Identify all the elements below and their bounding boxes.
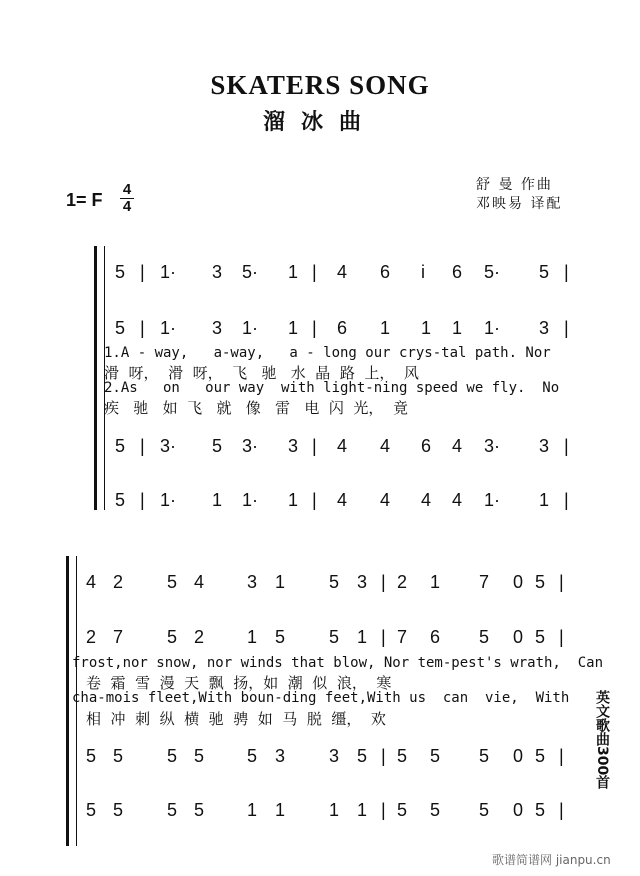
title-chinese: 溜冰曲 — [262, 110, 377, 135]
note: 1 — [288, 318, 299, 338]
note: 5 — [535, 800, 546, 820]
barline: | — [140, 490, 145, 510]
note: 1· — [484, 490, 501, 510]
note: 6 — [421, 436, 432, 456]
barline: | — [564, 436, 569, 456]
note: 5 — [479, 746, 490, 766]
note: 1 — [539, 490, 550, 510]
note: 1· — [484, 318, 501, 338]
translator-credit: 邓映易 译配 — [476, 196, 563, 212]
note: i — [421, 262, 425, 282]
barline: | — [312, 318, 317, 338]
barline: | — [312, 262, 317, 282]
barline: | — [381, 572, 386, 592]
note: 5 — [430, 746, 441, 766]
voice-4-row — [0, 800, 640, 826]
note: 1 — [430, 572, 441, 592]
note: 5 — [357, 746, 368, 766]
note: 4 — [452, 490, 463, 510]
note: 5· — [484, 262, 501, 282]
note: 5 — [535, 572, 546, 592]
note: 5 — [535, 627, 546, 647]
note: 4 — [337, 436, 348, 456]
barline: | — [564, 318, 569, 338]
note: 0 — [513, 572, 524, 592]
note: 3· — [242, 436, 259, 456]
note: 1· — [160, 318, 177, 338]
note: 4 — [194, 572, 205, 592]
voice-1-row — [0, 572, 640, 598]
barline: | — [140, 436, 145, 456]
note: 0 — [513, 746, 524, 766]
note: 1· — [242, 318, 259, 338]
note: 5 — [167, 572, 178, 592]
note: 7 — [397, 627, 408, 647]
note: 1 — [212, 490, 223, 510]
time-signature — [120, 182, 134, 215]
note: 5 — [113, 800, 124, 820]
note: 1 — [247, 800, 258, 820]
note: 2 — [397, 572, 408, 592]
note: 5· — [242, 262, 259, 282]
lyrics-english-verse-2: 2.As on our way with light-ning speed we fly. No — [104, 380, 560, 396]
note: 5 — [86, 746, 97, 766]
note: 5 — [86, 800, 97, 820]
note: 5 — [535, 746, 546, 766]
barline: | — [559, 572, 564, 592]
credits — [476, 176, 562, 214]
barline: | — [559, 627, 564, 647]
note: 1· — [160, 490, 177, 510]
note: 5 — [115, 318, 126, 338]
voice-3-row — [0, 436, 640, 462]
barline: | — [564, 490, 569, 510]
note: 3 — [212, 262, 223, 282]
note: 1 — [421, 318, 432, 338]
barline: | — [381, 746, 386, 766]
note: 1· — [160, 262, 177, 282]
note: 5 — [115, 490, 126, 510]
barline: | — [564, 262, 569, 282]
note: 1 — [247, 627, 258, 647]
note: 1 — [452, 318, 463, 338]
note: 5 — [329, 572, 340, 592]
note: 6 — [452, 262, 463, 282]
lyrics-english-verse-2: cha-mois fleet,With boun-ding feet,With us can vie, With — [72, 690, 570, 706]
note: 2 — [86, 627, 97, 647]
note: 5 — [479, 627, 490, 647]
note: 0 — [513, 627, 524, 647]
note: 1 — [357, 627, 368, 647]
note: 1 — [275, 800, 286, 820]
note: 5 — [194, 746, 205, 766]
note: 3 — [539, 318, 550, 338]
note: 5 — [167, 627, 178, 647]
note: 5 — [247, 746, 258, 766]
note: 7 — [479, 572, 490, 592]
note: 6 — [337, 318, 348, 338]
barline: | — [381, 627, 386, 647]
note: 4 — [337, 262, 348, 282]
note: 3 — [275, 746, 286, 766]
note: 2 — [113, 572, 124, 592]
title-english: SKATERS SONG — [210, 70, 430, 100]
note: 6 — [380, 262, 391, 282]
note: 5 — [430, 800, 441, 820]
key-signature: 1= F — [66, 190, 103, 210]
note: 5 — [539, 262, 550, 282]
barline: | — [140, 262, 145, 282]
barline: | — [381, 800, 386, 820]
note: 0 — [513, 800, 524, 820]
time-sig-top: 4 — [122, 181, 132, 198]
note: 3 — [329, 746, 340, 766]
note: 5 — [167, 746, 178, 766]
note: 3 — [539, 436, 550, 456]
note: 5 — [115, 262, 126, 282]
note: 5 — [275, 627, 286, 647]
note: 1 — [275, 572, 286, 592]
note: 3 — [288, 436, 299, 456]
note: 1· — [242, 490, 259, 510]
barline: | — [312, 436, 317, 456]
barline: | — [312, 490, 317, 510]
lyrics-chinese-verse-2: 疾 驰 如 飞 就 像 雷 电 闪 光， 竟 — [104, 399, 408, 417]
barline: | — [559, 746, 564, 766]
note: 1 — [329, 800, 340, 820]
note: 4 — [421, 490, 432, 510]
note: 4 — [337, 490, 348, 510]
watermark: 歌谱简谱网 jianpu.cn — [492, 853, 611, 867]
note: 6 — [430, 627, 441, 647]
voice-3-row — [0, 746, 640, 772]
note: 1 — [288, 262, 299, 282]
time-sig-bottom: 4 — [122, 198, 132, 215]
note: 3 — [247, 572, 258, 592]
lyrics-english-verse-1: frost,nor snow, nor winds that blow, Nor tem-pest's wrath, Can — [72, 655, 604, 671]
note: 1 — [380, 318, 391, 338]
lyrics-english-verse-1: 1.A - way, a-way, a - long our crys-tal path. Nor — [104, 345, 551, 361]
voice-2-row — [0, 627, 640, 653]
note: 3 — [357, 572, 368, 592]
lyrics-chinese-verse-1: 卷 霜 雪 漫 天 飘 扬，如 潮 似 浪， 寒 — [86, 674, 392, 692]
book-side-label: 英文歌曲300首 — [594, 690, 610, 790]
note: 4 — [380, 490, 391, 510]
note: 2 — [194, 627, 205, 647]
lyrics-chinese-verse-1: 滑 呀， 滑 呀， 飞 驰 水 晶 路 上， 风 — [104, 364, 419, 382]
note: 4 — [86, 572, 97, 592]
note: 5 — [479, 800, 490, 820]
note: 5 — [167, 800, 178, 820]
note: 3· — [484, 436, 501, 456]
barline: | — [140, 318, 145, 338]
voice-1-row — [0, 262, 640, 288]
note: 7 — [113, 627, 124, 647]
note: 5 — [212, 436, 223, 456]
note: 4 — [380, 436, 391, 456]
note: 5 — [329, 627, 340, 647]
lyrics-chinese-verse-2: 相 冲 刺 纵 横 驰 骋 如 马 脱 缰， 欢 — [86, 710, 386, 728]
voice-4-row — [0, 490, 640, 516]
composer-credit: 舒 曼 作曲 — [476, 177, 553, 193]
note: 3 — [212, 318, 223, 338]
note: 1 — [357, 800, 368, 820]
note: 5 — [113, 746, 124, 766]
note: 5 — [397, 746, 408, 766]
note: 5 — [194, 800, 205, 820]
barline: | — [559, 800, 564, 820]
voice-2-row — [0, 318, 640, 344]
note: 4 — [452, 436, 463, 456]
note: 1 — [288, 490, 299, 510]
note: 5 — [115, 436, 126, 456]
note: 5 — [397, 800, 408, 820]
note: 3· — [160, 436, 177, 456]
